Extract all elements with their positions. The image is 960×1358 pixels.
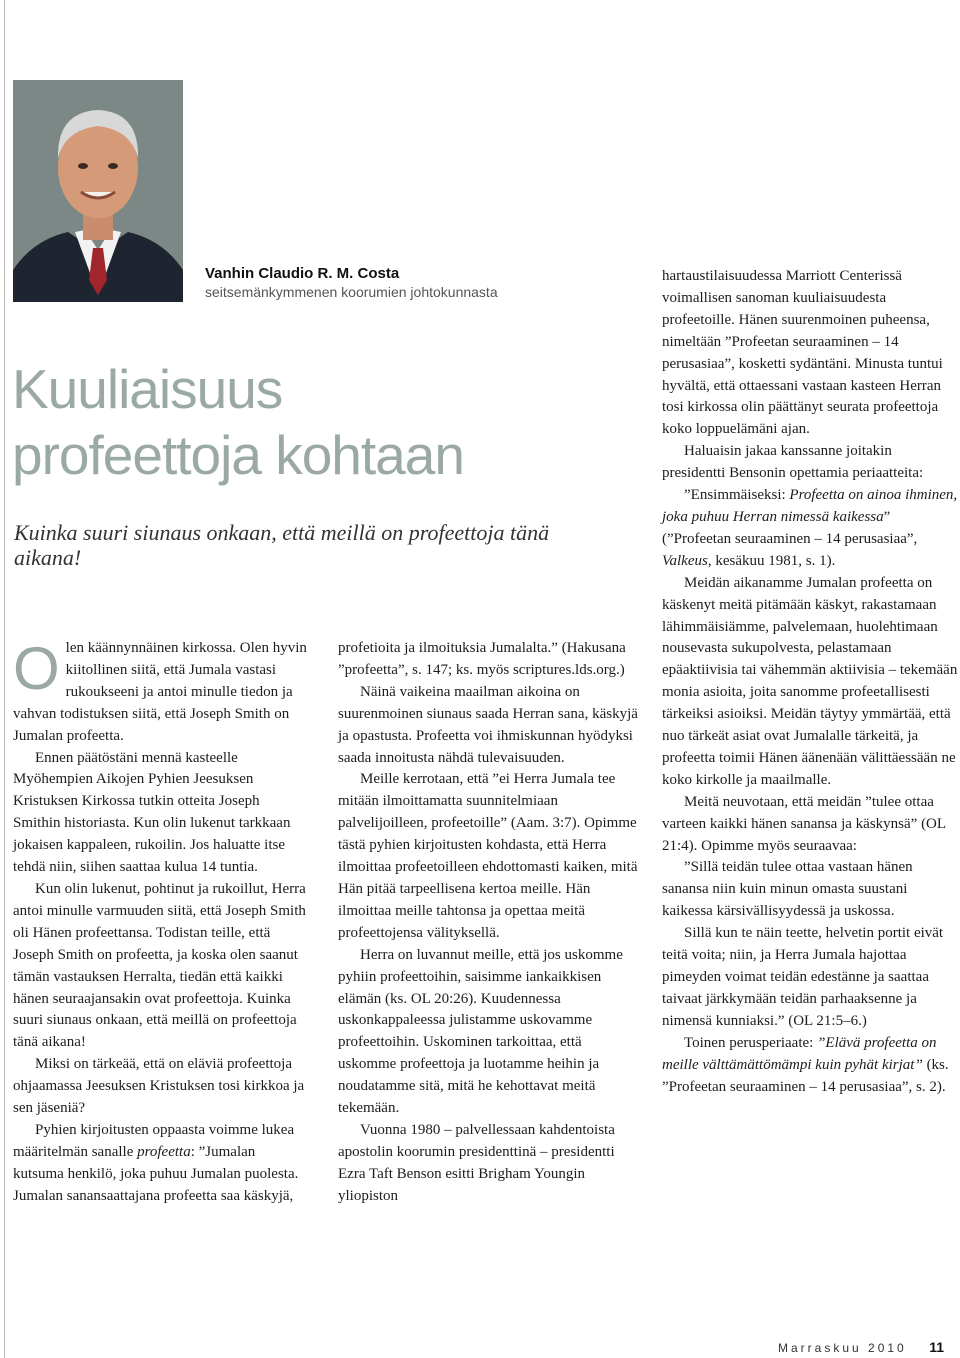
portrait-illustration	[13, 80, 183, 302]
page-edge-rule	[4, 0, 5, 1358]
drop-cap: O	[13, 635, 60, 702]
page-number: 11	[929, 1339, 944, 1355]
author-byline	[205, 265, 498, 300]
paragraph: profetioita ja ilmoituksia Jumalalta.” (Hakusana ”profeetta”, s. 147; ks. myös scriptures.lds.org.)	[338, 640, 626, 678]
paragraph: Olen käännynnäinen kirkossa. Olen hyvin kiitollinen siitä, että Jumala vastasi rukoukseeni ja antoi minulle tiedon ja vahvan todistuksen siitä, että Joseph Smith on Jumalan profeetta.	[13, 635, 307, 744]
title-line-2: profeettoja kohtaan	[12, 424, 464, 486]
paragraph: Vuonna 1980 – palvellessaan kahdentoista apostolin koorumin presidenttinä – presidentti Ezra Taft Benson esitti Brigham Youngin yliopiston	[338, 1121, 615, 1204]
author-role: seitsemänkymmenen koorumien johtokunnasta	[205, 284, 498, 300]
author-portrait	[13, 80, 183, 302]
text-column-2	[338, 638, 638, 1208]
article-title	[12, 356, 592, 488]
paragraph: Toinen perusperiaate: ”Elävä profeetta on meille välttämättömämpi kuin pyhät kirjat” (ks. ”Profeetan seuraaminen – 14 perusasiaa”, s. 2).	[662, 1034, 949, 1095]
paragraph: Kun olin lukenut, pohtinut ja rukoillut, Herra antoi minulle varmuuden siitä, että Joseph Smith oli Hänen profeettansa. Todistan teille, että Joseph Smith on profeetta, ja koska olen saanut tämän vastauksen Herralta, tiedän että kaikki hänen seuraajansakin ovat profeettoja. Kuinka suuri siunaus onkaan, että meillä on profeettoja tänä aikana!	[13, 880, 306, 1051]
paragraph: Herra on luvannut meille, että jos uskomme pyhiin profeettoihin, saisimme iankaikkisen elämän (ks. OL 20:26). Kuudennessa uskonkappaleessa julistamme uskovamme profeettoihin. Uskominen tarkoittaa, että uskomme profeettoja ja luotamme heihin ja noudatamme sitä, mitä he kehottavat meitä tekemään.	[338, 946, 623, 1117]
author-name: Vanhin Claudio R. M. Costa	[205, 265, 400, 282]
paragraph: Meidän aikanamme Jumalan profeetta on käskenyt meitä pitämään käskyt, rakastamaan lähimmäisiämme, palvelemaan, huolehtimaan nousevasta sukupolvesta, pelastamaan epäaktiivisia tai vähemmän aktiivisia – tekemään monia asioita, joita sanomme profeetallisesti tärkeiksi asioiksi. Meidän täytyy ymmärtää, että nuo tärkeät asiat ovat Jumalalle tärkeitä, ja profeetta toimii Hänen äänenään välittäessään ne koko kirkolle ja maailmalle.	[662, 574, 958, 788]
page-footer	[778, 1339, 944, 1357]
paragraph: hartaustilaisuudessa Marriott Centerissä voimallisen sanoman kuuliaisuudesta profeetoille. Hänen suurenmoinen puheensa, nimeltään ”Profeetan seuraaminen – 14 perusasiaa”, kosketti sydäntäni. Minusta tuntui hyvältä, että ottaessani vastaan kasteen Herran tosi kirkossa olin päättänyt seurata profeettoja koko loppuelämäni ajan.	[662, 268, 943, 438]
paragraph: Ennen päätöstäni mennä kasteelle Myöhempien Aikojen Pyhien Jeesuksen Kristuksen Kirkossa tutkin otteita Joseph Smithin historiasta. Kun olin lukenut tarkkaan jokaisen kappaleen, rukoilin. Jos haluatte itse tehdä niin, siihen saattaa kulua 14 tuntia.	[13, 749, 291, 876]
paragraph: Näinä vaikeina maailman aikoina on suurenmoinen siunaus saada Herran sana, käskyjä ja opastusta. Profeetta voi ihmiskunnan hyödyksi saada innoitusta nähdä tulevaisuuden.	[338, 683, 638, 766]
issue-date: Marraskuu 2010	[778, 1341, 907, 1355]
text-column-1	[13, 635, 309, 1208]
title-line-1: Kuuliaisuus	[12, 358, 283, 420]
article-subtitle: Kuinka suuri siunaus onkaan, että meillä on profeettoja tänä aikana!	[14, 520, 550, 570]
paragraph: Pyhien kirjoitusten oppaasta voimme lukea määritelmän sanalle profeetta: ”Jumalan kutsuma henkilö, joka puhuu Jumalan puolesta. Jumalan sanansaattajana profeetta saa käskyjä,	[13, 1121, 299, 1204]
paragraph: Meille kerrotaan, että ”ei Herra Jumala tee mitään ilmoittamatta suunnitelmiaan palvelijoilleen, profeetoille” (Aam. 3:7). Opimme tästä pyhien kirjoitusten kohdasta, että Herra ilmoittaa profeetoilleen ehdottomasti kaiken, mitä Hän pitää tarpeellisena kertoa meille. Hän ilmoittaa meille tahtonsa ja opettaa meitä profeettojensa välityksellä.	[338, 771, 638, 941]
text-column-3	[662, 266, 958, 1098]
paragraph: ”Sillä teidän tulee ottaa vastaan hänen sanansa niin kuin minun omasta suustani kaikessa kärsivällisyydessä ja uskossa.	[662, 859, 913, 920]
paragraph: Meitä neuvotaan, että meidän ”tulee ottaa varteen kaikki hänen sanansa ja käskynsä” (OL 21:4). Opimme myös seuraavaa:	[662, 793, 946, 854]
paragraph: Sillä kun te näin teette, helvetin portit eivät teitä voita; niin, ja Herra Jumala hajottaa pimeyden voimat teidän edestänne ja saattaa taivaat järkkymään teidän parhaaksenne ja nimensä kunniaksi.” (OL 21:5–6.)	[662, 925, 944, 1029]
paragraph: ”Ensimmäiseksi: Profeetta on ainoa ihminen, joka puhuu Herran nimessä kaikessa” (”Profeetan seuraaminen – 14 perusasiaa”, Valkeus, kesäkuu 1981, s. 1).	[662, 487, 958, 569]
paragraph: Haluaisin jakaa kanssanne joitakin presidentti Bensonin opettamia periaatteita:	[662, 443, 924, 482]
paragraph: Miksi on tärkeää, että on eläviä profeettoja ohjaamassa Jeesuksen Kristuksen tosi kirkkoa ja sen jäseniä?	[13, 1056, 305, 1117]
